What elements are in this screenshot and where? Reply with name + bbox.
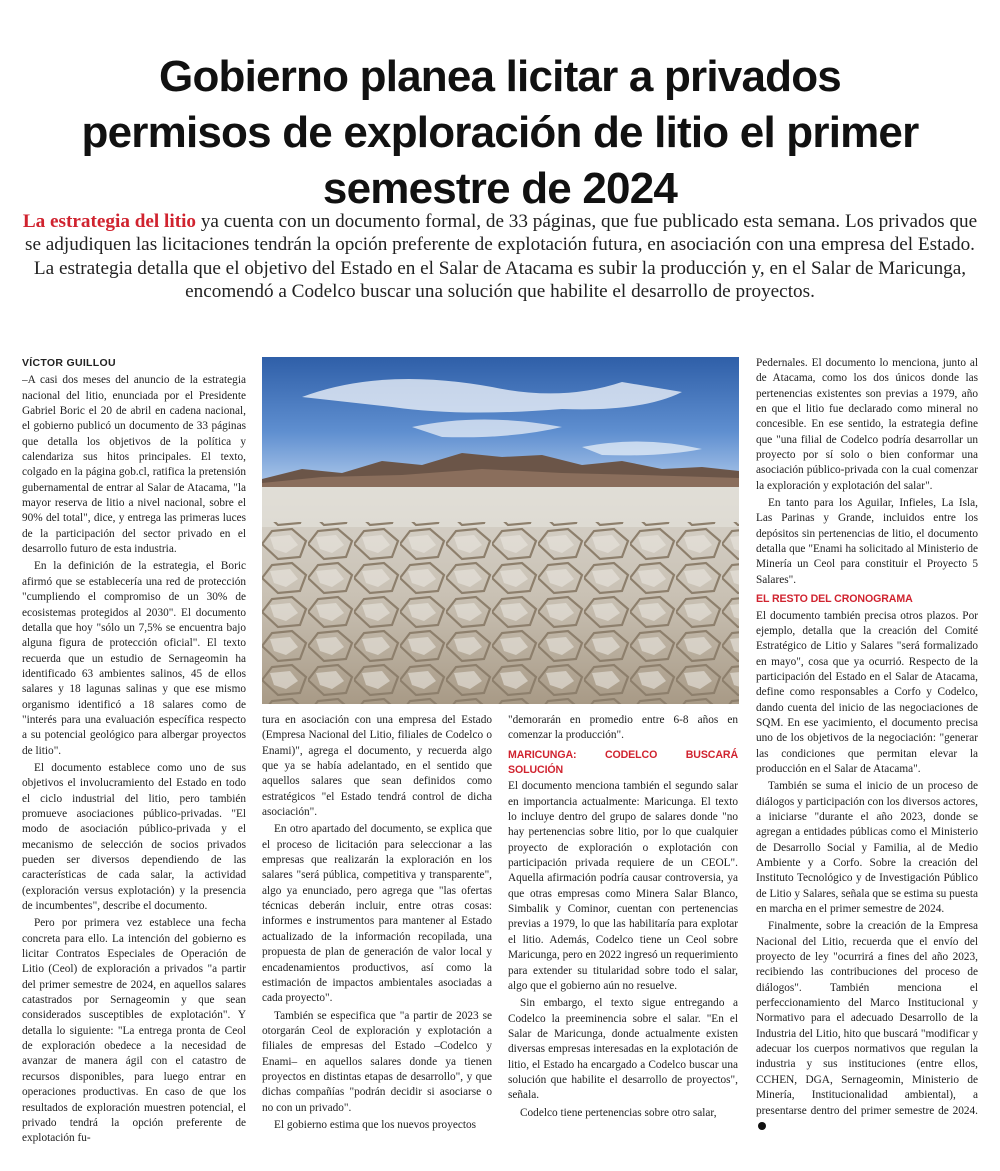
byline: VÍCTOR GUILLOU — [22, 357, 116, 369]
col4-paragraph: También se suma el inicio de un proceso de diálogos y participación con los diversos actores, a iniciarse "durante el año 2023, donde se agregan a entidades públicas como el Ministerio de Desarrollo Social y Familia, al de Medio Ambiente y a Corfo. Sobre la creación del Instituto Tecnológico y de Investigación Público de Litio y Salares, señala que se estima su puesta en marcha en el primer semestre de 2024. — [756, 780, 978, 916]
headline: Gobierno planea licitar a privados permisos de exploración de litio el primer semestre de 2024 — [81, 52, 919, 214]
col3-paragraph: "demorarán en promedio entre 6-8 años en comenzar la producción". — [508, 714, 738, 742]
col2-paragraph: tura en asociación con una empresa del Estado (Empresa Nacional del Litio, filiales de Codelco o Enami)", agrega el documento, y recuerda algo que ya se había adelantado, en el sentido que aquellos salares que sean definidos como estratégicos "el Estado tendrá control de dicha asociación". — [262, 714, 492, 819]
col1-paragraph: El documento establece como uno de sus objetivos el involucramiento del Estado en todo el ciclo industrial del litio, pero también promueve asociaciones público-privadas. "El modo de asociación público-privada y el mecanismo de selección de socios privados pueden ser diversos dependiendo de las características de cada salar, la actividad (exploración versus explotación) y la presencia de incumbentes", describe el documento. — [22, 761, 246, 913]
col1-paragraph: Pero por primera vez establece una fecha concreta para ello. La intención del gobierno es licitar Contratos Especiales de Operación de Litio (Ceol) de exploración a privados "a partir del primer semestre de 2024, en aquellos salares catastrados por Sernageomin y que sean considerados susceptibles de explotación". Y detalla lo siguiente: "La entrega pronta de Ceol de exploración obedece a la necesidad de avanzar de manera ágil con el catastro de recursos disponibles, para luego entrar en operaciones productivas. En caso de que los resultados de exploración muestren potencial, el privado tendrá la opción preferente de explotación fu- — [22, 917, 246, 1145]
column-1 — [22, 356, 246, 1161]
col1-paragraph: –A casi dos meses del anuncio de la estrategia nacional del litio, enunciada por el Presidente Gabriel Boric el 20 de abril en cadena nacional, el gobierno publicó un documento de 33 páginas que detalla los objetivos de la política y calendariza sus hitos principales. El texto, colgado en la página gob.cl, ratifica la pretensión gubernamental de entrar al Salar de Atacama, "la mayor reserva de litio a nivel nacional, sobre el 90% del total", dice, y entrega las primeras luces de la participación del sector privado en el desarrollo futuro de esta industria. — [22, 374, 246, 556]
col2-paragraph: También se especifica que "a partir de 2023 se otorgarán Ceol de exploración y explotación a filiales de empresas del Estado –Codelco y Enami– en aquellos salares donde ya tienen proyectos en distintas etapas de desarrollo", y que dichas compañías "podrán decidir si asociarse o no con un privado". — [262, 1009, 492, 1114]
col2-paragraph: El gobierno estima que los nuevos proyectos — [274, 1118, 477, 1131]
col4-paragraph: Pedernales. El documento lo menciona, junto al de Atacama, como los dos únicos donde las pertenencias existentes son previas a 1979, año en que el litio fue declarado como mineral no concesible. En ese sentido, la estrategia define que "una filial de Codelco podría desarrollar un proyecto por sí solo o bien conformar una asociación público-privada con la cual comenzar la exploración y explotación del salar". — [756, 357, 978, 492]
lead-text: ya cuenta con un documento formal, de 33 páginas, que fue publicado esta semana. Los privados que se adjudiquen las licitaciones tendrán la opción preferente de explotación futura, en asociación con una empresa del Estado. La estrategia detalla que el objetivo del Estado en el Salar de Atacama es subir la producción y, en el Salar de Maricunga, encomendó a Codelco buscar una solución que habilite el desarrollo de proyectos. — [25, 211, 978, 303]
column-4 — [756, 356, 978, 1161]
col4-last-text: Finalmente, sobre la creación de la Empresa Nacional del Litio, recuerda que el envío del proyecto de ley "ocurrirá a fines del año 2023, recibiendo las contribuciones del proceso de diálogos". También menciona el perfeccionamiento del Marco Institucional y Normativo para el adecuado Desarrollo de la Industria del Litio, hito que buscará "modificar y adecuar los cuerpos normativos que regulan la industria y sus instituciones (entre ellos, CCHEN, DGA, Sernageomin, Ministerio de Minería, Institucionalidad ambiental), a presentarse dentro del primer semestre de 2024. — [756, 920, 978, 1117]
col4-paragraph: En tanto para los Aguilar, Infieles, La Isla, Las Parinas y Grande, incluidos entre los depósitos sin pertenencias de litio, el documento detalla que "Enami ha solicitado al Ministerio de Minería un Ceol para constituir el Proyecto 5 Salares". — [756, 497, 978, 586]
lead-kicker: La estrategia del litio — [22, 211, 197, 232]
column-2 — [262, 713, 492, 1161]
col4-paragraph — [756, 919, 978, 1134]
col2-paragraph: En otro apartado del documento, se explica que el proceso de licitación para seleccionar a las empresas que realizarán la exploración en los salares "será pública, competitiva y transparente", algo ya enunciado, pero agrega que "las ofertas técnicas deberán incluir, entre otras cosas: informes e instrumentos para mantener al Estado actualizado de la información recopilada, una propuesta de plan de generación de valor local y encadenamientos productivos, así como la estimación de impactos ambientales asociadas a cada proyecto". — [262, 823, 492, 1005]
col4-paragraph: El documento también precisa otros plazos. Por ejemplo, detalla que la creación del Comité Estratégico de Litio y Salares "será formalizado en mayo", cosa que ya ocurrió. Respecto de la participación del Estado en el Salar de Atacama, define como responsables a Corfo y Codelco, dando cuenta del inicio de las negociaciones de SQM. En ese yacimiento, el documento precisa uno de los objetivos de la negociación: "generar las condiciones que permitan elevar la producción en el Salar de Atacama". — [756, 609, 978, 775]
salt-flat-photo — [262, 357, 739, 704]
column-3 — [508, 713, 738, 1161]
end-mark-icon — [758, 1122, 766, 1130]
col1-paragraph: En la definición de la estrategia, el Boric afirmó que se establecería una red de protección "cumpliendo el compromiso de un 30% de ecosistemas protegidos al 2030". El documento detalla que hoy "sólo un 7,5% se encuentra bajo alguna figura de protección oficial". El texto recuerda que un estudio de Sernageomin ha identificado 63 ambientes salinos, 45 de ellos salares y 18 lagunas salinas y que ese mismo organismo identificó a 18 salares como de "interés para una evaluación específica respecto a su potencial geológico para albergar proyectos de litio". — [22, 560, 246, 757]
col3-paragraph: El documento menciona también el segundo salar en importancia actualmente: Maricunga. El texto lo incluye dentro del grupo de salares donde "no hay pertenencias sobre litio, por lo que cualquier proyecto de exploración o explotación con participación privada requiere de un CEOL". Aquella afirmación podría causar controversia, ya que otras empresas como Minera Salar Blanco, Simbalik y Cominor, cuentan con pertenencias previas a 1979, lo que las habilitaría para explotar el litio. Además, Codelco tiene un Ceol sobre Maricunga, pero en 2022 ingresó un requerimiento para extender su titularidad sobre todo el salar, algo que el gobierno aún no resuelve. — [508, 780, 738, 992]
lead-paragraph — [22, 210, 978, 304]
col3-paragraph: Sin embargo, el texto sigue entregando a Codelco la preeminencia sobre el salar. "En el Salar de Maricunga, donde actualmente existen diversas empresas interesadas en la explotación de litio, el Estado ha encargado a Codelco buscar una solución que habilite el desarrollo de proyectos", señala. — [508, 997, 738, 1102]
subhead-cronograma: EL RESTO DEL CRONOGRAMA — [756, 593, 913, 606]
subhead-maricunga: MARICUNGA: CODELCO BUSCARÁ SOLUCIÓN — [508, 748, 738, 777]
col3-paragraph: Codelco tiene pertenencias sobre otro salar, — [520, 1106, 717, 1119]
